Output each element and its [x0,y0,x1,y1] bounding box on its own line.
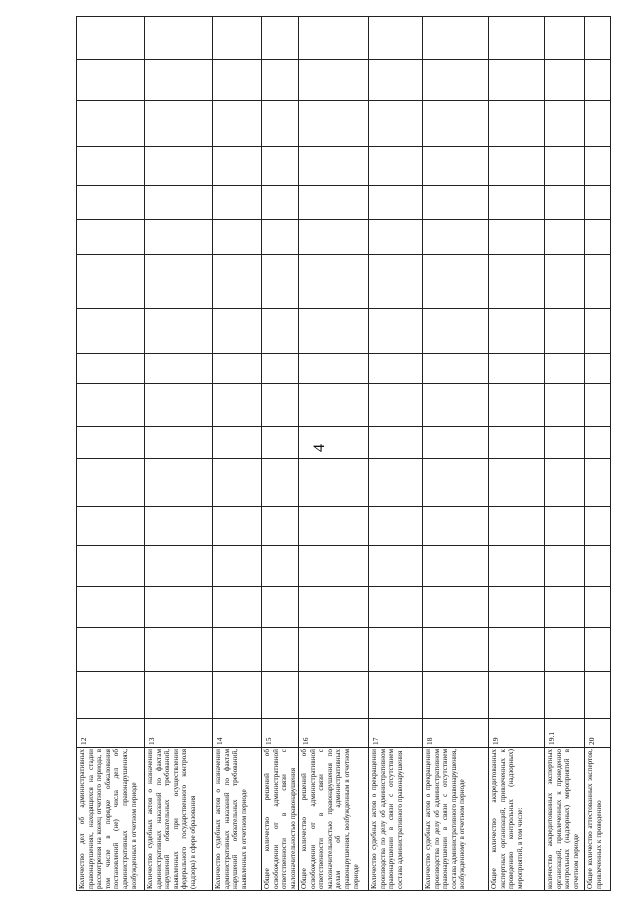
indicator-label: Общее количество аккредитованных экспертных организаций, привлеченных к проведению контрольных (надзорных) мероприятий, в том числе: [490,749,524,889]
column-border [76,59,611,60]
row-number: 12 [79,737,88,745]
indicator-label: Количество судебных актов о прекращении производства по делу об административном правонарушении в связи с отсутствием состава административного правонарушения, возбужденному в отчетном периоде [424,749,467,889]
row-number: 16 [301,737,310,745]
row-border [584,16,585,891]
row-border [212,16,213,891]
report-table [76,16,611,891]
column-border [76,219,611,220]
row-border [610,16,611,891]
column-border [76,718,611,719]
row-border [261,16,262,891]
column-border [76,16,611,17]
row-number: 17 [371,737,380,745]
column-border [76,308,611,309]
indicator-label: Общее количество аттестованных экспертов, привлеченных к проведению [586,749,603,889]
indicator-label: Общее количество решений об освобождении от административной ответственности в связи с малозначительностью правонарушения [263,749,297,889]
column-border [76,185,611,186]
indicator-label: Общее количество решений об освобождении от административной ответственности в связи с малозначительностью правонарушения по делам об административных правонарушениях, возбужденным в отчетном периоде [300,749,360,889]
row-number: 14 [215,737,224,745]
row-number: 19.1 [547,731,556,745]
indicator-label: Количество судебных актов о прекращении производства по делу об административном правонарушении в связи с отсутствием состава административного правонарушения [370,749,404,889]
column-border [76,146,611,147]
indicator-label: Количество дел об административных правонарушениях, находящихся на стадии рассмотрения на конец отчетного периода, в том числе в порядке обжалования постановлений (не) числа дел об административных правонарушениях, возбужденных в отчетном периоде [78,749,138,889]
row-number: 19 [491,737,500,745]
indicator-label: количество аккредитованных экспертных организаций, привлеченных к проведению контрольных (надзорных) мероприятий в отчетном периоде [546,749,580,889]
column-border [76,627,611,628]
row-number: 13 [147,737,156,745]
column-border [76,426,611,427]
indicator-label: Количество судебных актов о назначении административных наказаний по фактам нарушений обязательных требований, выявленных при осуществлении федерального государственного контроля (надзора) в сфере образования [146,749,197,889]
row-number: 20 [587,737,596,745]
row-border [488,16,489,891]
column-border [76,383,611,384]
page-number: 4 [311,444,328,452]
row-number: 18 [425,737,434,745]
row-border [298,16,299,891]
column-border [76,254,611,255]
column-border [76,747,611,748]
column-border [76,100,611,101]
column-border [76,506,611,507]
row-border [76,16,77,891]
row-number: 15 [264,737,273,745]
column-border [76,545,611,546]
row-border [368,16,369,891]
column-border [76,671,611,672]
row-border [144,16,145,891]
row-border [544,16,545,891]
indicator-label: Количество судебных актов о назначении административных наказаний по фактам нарушений обязательных требований, выявленных в отчетном периоде [214,749,248,889]
column-border [76,353,611,354]
column-border [76,458,611,459]
row-border [422,16,423,891]
column-border [76,890,611,891]
column-border [76,586,611,587]
